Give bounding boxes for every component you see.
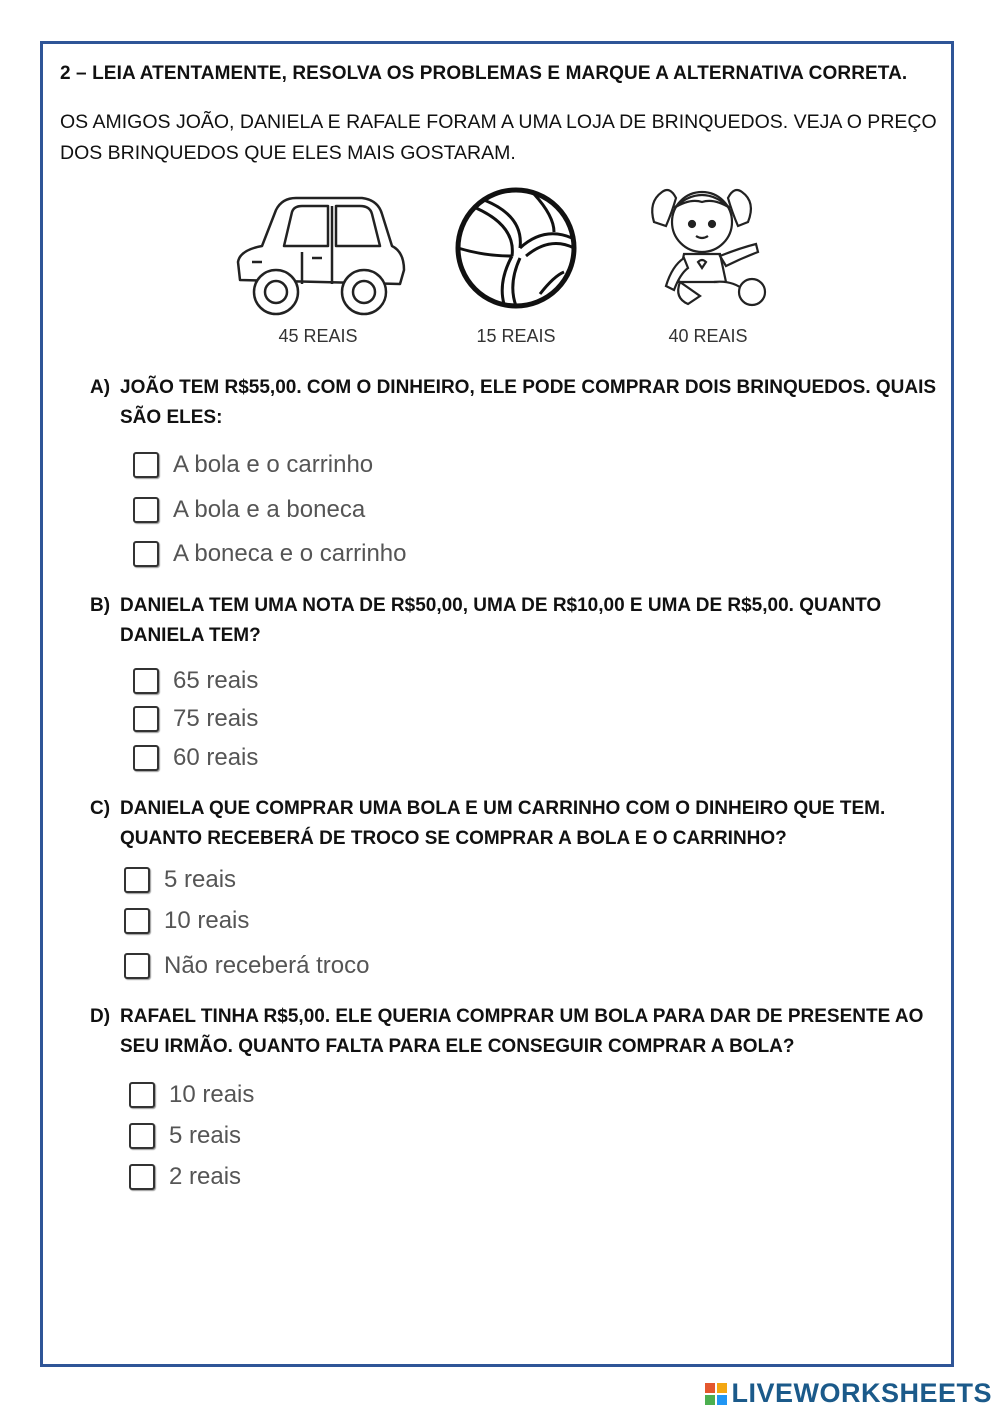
checkbox[interactable] [133,541,159,567]
question-b [90,591,940,651]
checkbox[interactable] [124,953,150,979]
checkbox[interactable] [129,1164,155,1190]
question-letter: B) [90,595,111,616]
question-text: DANIELA TEM UMA NOTA DE R$50,00, UMA DE R$10,00 E UMA DE R$5,00. QUANTO DANIELA TEM? [120,595,882,646]
logo-square [705,1383,715,1393]
option-b2[interactable] [133,705,258,733]
option-a1[interactable] [133,451,373,479]
option-a3[interactable] [133,540,407,568]
question-d [90,1002,940,1062]
car-icon [232,192,407,318]
checkbox[interactable] [129,1123,155,1149]
doll-icon [644,182,770,310]
option-d2[interactable] [129,1122,241,1150]
option-label: Não receberá troco [164,952,370,979]
question-text: RAFAEL TINHA R$5,00. ELE QUERIA COMPRAR UM BOLA PARA DAR DE PRESENTE AO SEU IRMÃO. QUANTO FALTA PARA ELE CONSEGUIR COMPRAR A BOLA? [120,1006,924,1057]
doll-price: 40 REAIS [668,326,748,346]
option-label: 5 reais [164,866,237,893]
option-label: 60 reais [173,744,259,771]
option-label: 2 reais [169,1163,242,1190]
checkbox[interactable] [133,497,159,523]
option-b3[interactable] [133,744,258,772]
option-label: 75 reais [173,705,259,732]
exercise-heading: 2 – LEIA ATENTAMENTE, RESOLVA OS PROBLEMAS E MARQUE A ALTERNATIVA CORRETA. [60,63,908,84]
liveworksheets-logo[interactable] [705,1378,992,1409]
option-label: 65 reais [173,667,259,694]
option-label: A bola e a boneca [173,496,366,523]
option-c2[interactable] [124,907,249,935]
car-price: 45 REAIS [278,326,358,346]
question-a [90,373,940,433]
checkbox[interactable] [124,908,150,934]
checkbox[interactable] [133,452,159,478]
intro-text: OS AMIGOS JOÃO, DANIELA E RAFALE FORAM A UMA LOJA DE BRINQUEDOS. VEJA O PREÇO DOS BRINQUEDOS QUE ELES MAIS GOSTARAM. [60,111,937,164]
question-letter: D) [90,1006,111,1027]
option-c3[interactable] [124,952,369,980]
checkbox[interactable] [133,668,159,694]
option-b1[interactable] [133,667,258,695]
option-label: 10 reais [169,1081,255,1108]
question-text: DANIELA QUE COMPRAR UMA BOLA E UM CARRINHO COM O DINHEIRO QUE TEM. QUANTO RECEBERÁ DE TROCO SE COMPRAR A BOLA E O CARRINHO? [120,798,886,849]
option-a2[interactable] [133,496,365,524]
logo-mark-icon [705,1383,727,1405]
option-c1[interactable] [124,866,236,894]
ball-price: 15 REAIS [476,326,556,346]
question-c [90,794,940,854]
option-label: A bola e o carrinho [173,451,374,478]
checkbox[interactable] [133,706,159,732]
checkbox[interactable] [133,745,159,771]
question-text: JOÃO TEM R$55,00. COM O DINHEIRO, ELE PODE COMPRAR DOIS BRINQUEDOS. QUAIS SÃO ELES: [120,377,937,428]
ball-icon [454,186,578,310]
option-label: 5 reais [169,1122,242,1149]
logo-square [705,1395,715,1405]
brand-name: LIVEWORKSHEETS [731,1378,992,1408]
checkbox[interactable] [124,867,150,893]
question-letter: A) [90,377,111,398]
question-letter: C) [90,798,111,819]
option-d1[interactable] [129,1081,254,1109]
checkbox[interactable] [129,1082,155,1108]
option-d3[interactable] [129,1163,241,1191]
option-label: A boneca e o carrinho [173,540,407,567]
option-label: 10 reais [164,907,250,934]
logo-square [717,1383,727,1393]
logo-square [717,1395,727,1405]
